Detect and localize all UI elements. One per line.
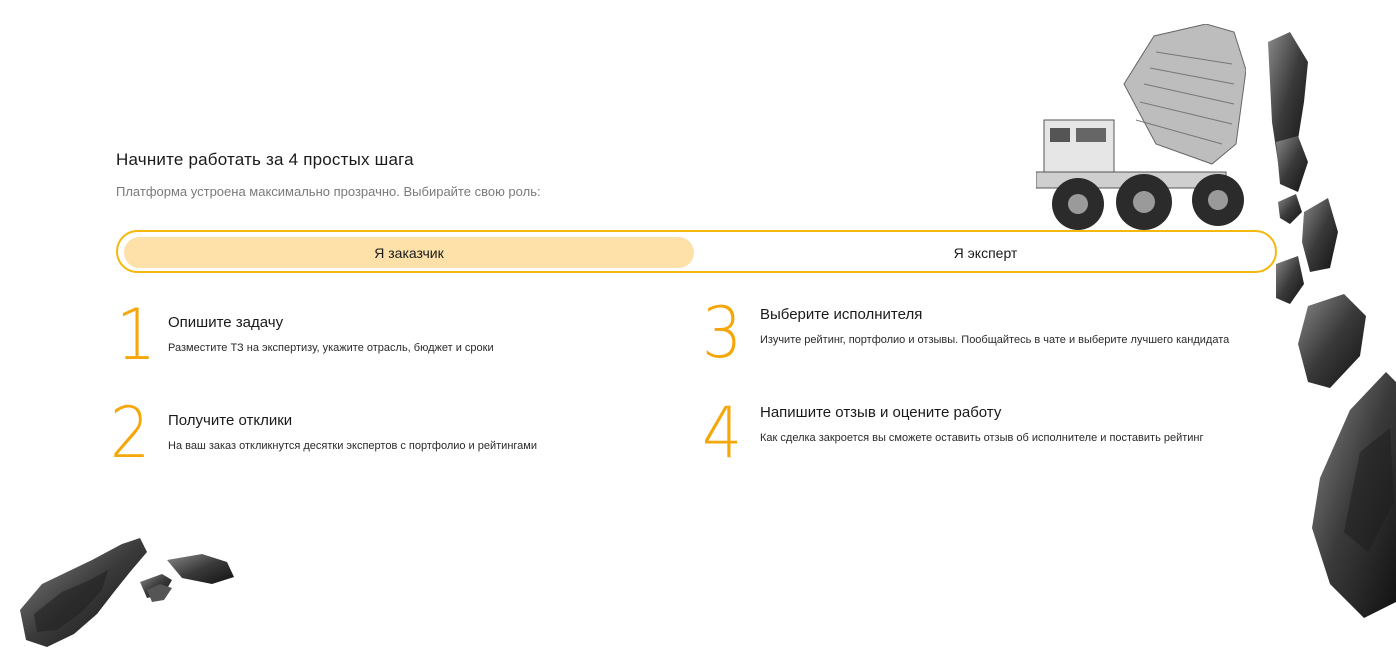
section-subtitle: Платформа устроена максимально прозрачно. Выбирайте свою роль: [116,184,541,199]
step-number: 4 [702,392,743,474]
step-number: 2 [110,392,151,474]
step-title: Выберите исполнителя [760,306,923,323]
customer-role-label: Я заказчик [374,244,444,261]
step-number: 1 [116,294,157,376]
step-description: На ваш заказ откликнутся десятки экспертов с портфолио и рейтингами [168,440,537,452]
step-title: Опишите задачу [168,314,284,331]
section-title: Начните работать за 4 простых шага [116,150,414,169]
step-title: Напишите отзыв и оцените работу [760,404,1002,421]
customer-role-tab[interactable] [124,237,694,268]
step-2 [110,392,670,474]
step-description: Изучите рейтинг, портфолио и отзывы. Пообщайтесь в чате и выберите лучшего кандидата [760,334,1230,346]
expert-role-label: Я эксперт [953,244,1018,261]
role-switch [116,230,1277,273]
step-description: Разместите ТЗ на экспертизу, укажите отрасль, бюджет и сроки [168,342,494,354]
dump-truck-image [1036,24,1246,230]
step-1 [116,294,676,376]
coal-rocks-bottom-left [12,532,237,650]
step-description: Как сделка закроется вы сможете оставить отзыв об исполнителе и поставить рейтинг [760,432,1204,444]
step-number: 3 [702,292,743,374]
expert-role-tab[interactable] [698,237,1273,268]
step-4 [702,392,1262,474]
step-3 [702,292,1262,374]
step-title: Получите отклики [168,412,293,429]
coal-rocks-right [1268,32,1396,632]
